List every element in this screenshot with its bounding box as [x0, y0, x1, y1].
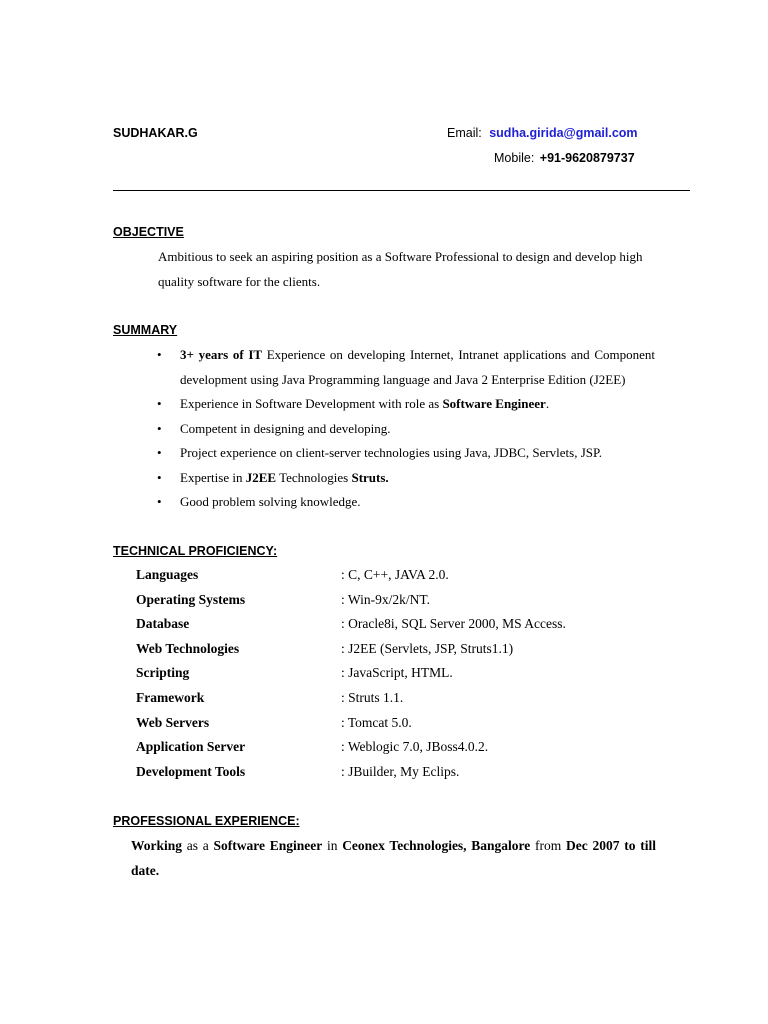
skill-label: Development Tools [136, 763, 246, 779]
skill-label: Scripting [136, 665, 190, 681]
objective-text: Ambitious to seek an aspiring position as a Software Professional to design and develop high quality software for the clients. [158, 249, 643, 289]
mobile-line [494, 151, 635, 165]
experience-text: Working as a Software Engineer in Ceonex Technologies, Bangalore from Dec 2007 to till date. [131, 838, 656, 878]
bullet-icon: • [157, 445, 162, 460]
summary-item: • Experience in Software Development with role as Software Engineer. [155, 392, 655, 417]
bullet-icon: • [157, 347, 162, 362]
email-link[interactable]: sudha.girida@gmail.com [489, 126, 638, 140]
skill-row [136, 686, 566, 711]
skill-row [136, 612, 566, 637]
skill-value: : C, C++, JAVA 2.0. [341, 567, 449, 582]
objective-heading: OBJECTIVE [113, 225, 184, 239]
skill-value: : Struts 1.1. [341, 689, 404, 705]
mobile-label: Mobile: [494, 151, 535, 165]
email-label: Email: [447, 126, 482, 140]
summary-item: • 3+ years of IT Experience on developing Internet, Intranet applications and Component development using Java Programming language and Java 2 Enterprise Edition (J2EE) [155, 343, 655, 392]
skill-value: : Win-9x/2k/NT. [341, 591, 430, 607]
bullet-icon: • [157, 420, 162, 436]
summary-list [155, 343, 655, 515]
skill-row [136, 711, 566, 736]
candidate-name: SUDHAKAR.G [113, 126, 198, 140]
skill-label: Web Servers [136, 714, 210, 730]
skill-label: Languages [136, 567, 199, 582]
technical-table [136, 563, 566, 784]
skill-label: Web Technologies [136, 640, 240, 656]
bullet-icon: • [157, 469, 162, 485]
summary-item: • Competent in designing and developing. [155, 417, 655, 442]
skill-row [136, 661, 566, 686]
skill-row [136, 760, 566, 785]
summary-item: • Project experience on client-server technologies using Java, JDBC, Servlets, JSP. [155, 441, 655, 466]
skill-row [136, 637, 566, 662]
bullet-icon: • [157, 494, 162, 509]
bullet-icon: • [157, 396, 162, 411]
skill-label: Application Server [136, 739, 246, 755]
mobile-number: +91-9620879737 [539, 151, 635, 165]
skill-value: : JBuilder, My Eclips. [341, 763, 460, 779]
skill-label: Database [136, 616, 190, 632]
email-line [447, 126, 638, 140]
summary-item: • Expertise in J2EE Technologies Struts. [155, 466, 655, 491]
skill-row [136, 563, 566, 588]
technical-heading: TECHNICAL PROFICIENCY: [113, 544, 278, 558]
experience-heading: PROFESSIONAL EXPERIENCE: [113, 814, 300, 828]
skill-value: : Oracle8i, SQL Server 2000, MS Access. [341, 616, 566, 632]
skill-row [136, 588, 566, 613]
skill-value: : Weblogic 7.0, JBoss4.0.2. [341, 739, 489, 755]
skill-label: Framework [136, 689, 205, 705]
skill-value: : Tomcat 5.0. [341, 714, 412, 730]
summary-heading: SUMMARY [113, 323, 178, 337]
header-divider [113, 190, 690, 191]
skill-row [136, 735, 566, 760]
skill-value: : J2EE (Servlets, JSP, Struts1.1) [341, 640, 514, 656]
skill-value: : JavaScript, HTML. [341, 665, 453, 681]
skill-label: Operating Systems [136, 591, 246, 607]
summary-item: • Good problem solving knowledge. [155, 490, 655, 515]
